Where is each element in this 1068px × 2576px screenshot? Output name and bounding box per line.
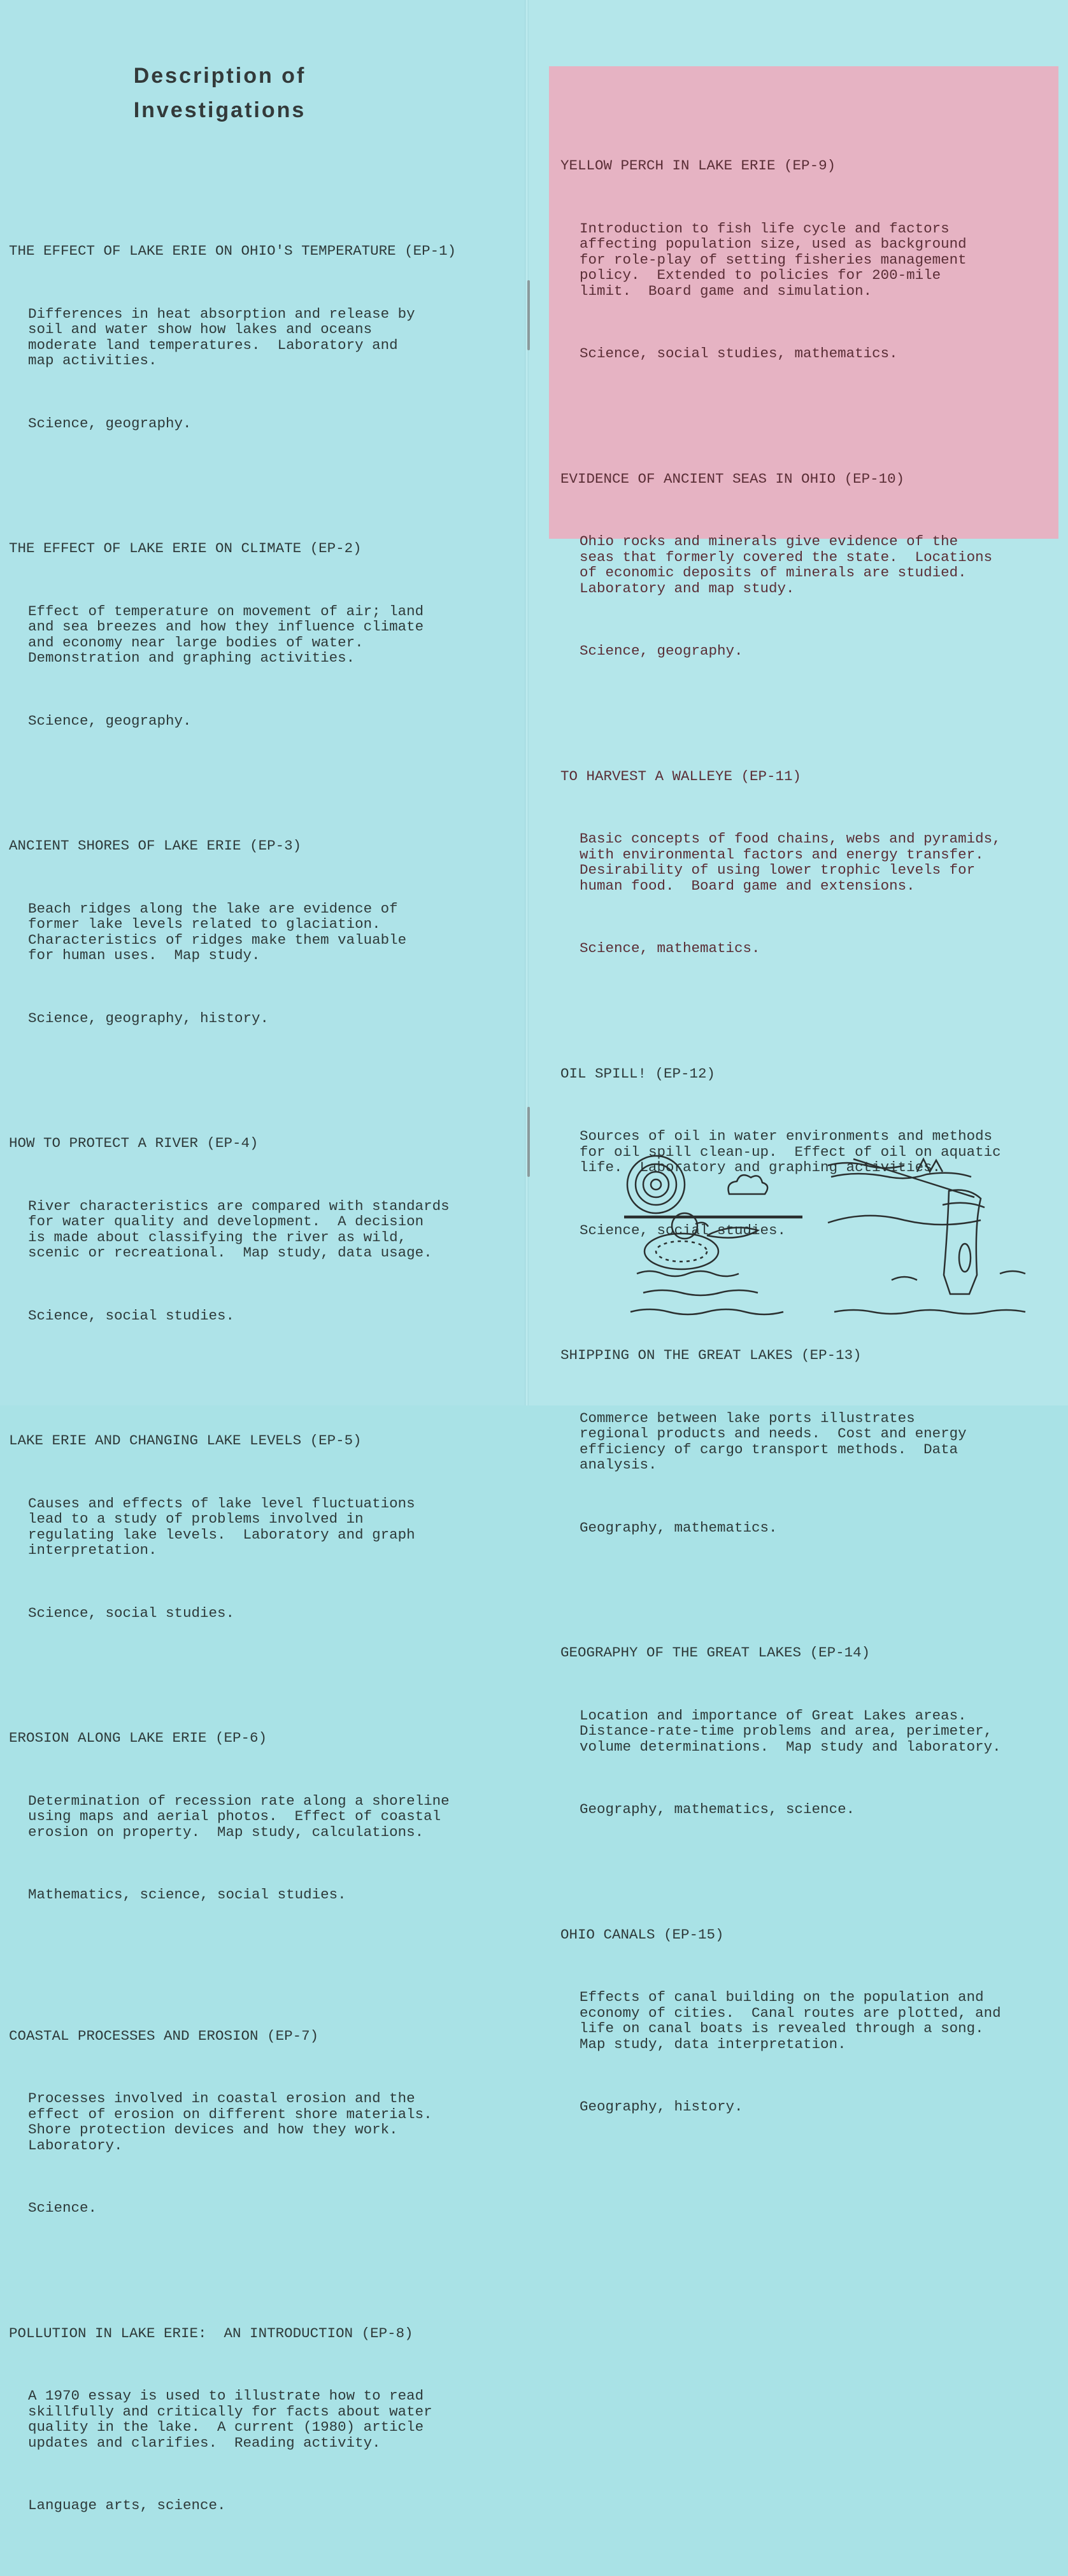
entry-heading: TO HARVEST A WALLEYE (EP-11) xyxy=(560,767,802,785)
entry-heading: LAKE ERIE AND CHANGING LAKE LEVELS (EP-5) xyxy=(9,1432,362,1449)
entry-ep-5 xyxy=(9,1402,456,1668)
entry-description: Sources of oil in water environments and methods for oil spill clean-up. Effect of oil on aquatic life. Laboratory and graphing activities. xyxy=(580,1128,1001,1176)
entry-heading: GEOGRAPHY OF THE GREAT LAKES (EP-14) xyxy=(560,1644,871,1661)
sun-icon xyxy=(627,1156,685,1213)
entry-subjects: Language arts, science. xyxy=(28,2497,226,2514)
entry-heading: YELLOW PERCH IN LAKE ERIE (EP-9) xyxy=(560,157,836,174)
cloud-icon xyxy=(729,1175,768,1194)
entry-heading: EVIDENCE OF ANCIENT SEAS IN OHIO (EP-10) xyxy=(560,470,905,487)
entry-description: A 1970 essay is used to illustrate how to read skillfully and critically for facts about water quality in the lake. A current (1980) article updates and clarifies. Reading activity. xyxy=(28,2387,432,2451)
entry-description: Effects of canal building on the population and economy of cities. Canal routes are plotted, and life on canal boats is revealed through a song. Map study, data interpretation. xyxy=(580,1989,1001,2053)
entry-ep-3 xyxy=(9,807,456,1073)
entry-description: Determination of recession rate along a shoreline using maps and aerial photos. Effect of coastal erosion on property. Map study, calculations. xyxy=(28,1792,450,1840)
entry-description: Commerce between lake ports illustrates regional products and needs. Cost and energy efficiency of cargo transport methods. Data analysis. xyxy=(580,1409,967,1473)
title-line-2: Investigations xyxy=(133,98,306,122)
entry-heading: HOW TO PROTECT A RIVER (EP-4) xyxy=(9,1135,259,1151)
entry-ep-9 xyxy=(560,127,1001,409)
entry-heading: THE EFFECT OF LAKE ERIE ON OHIO'S TEMPERATURE (EP-1) xyxy=(9,243,457,259)
entry-subjects: Science, mathematics. xyxy=(580,940,760,957)
entry-heading: THE EFFECT OF LAKE ERIE ON CLIMATE (EP-2) xyxy=(9,540,362,557)
entry-description: Beach ridges along the lake are evidence of former lake levels related to glaciation. Characteristics of ridges make them valuable for human uses. Map study. xyxy=(28,900,407,964)
entry-description: Processes involved in coastal erosion and the effect of erosion on different shore materials. Shore protection devices and how they work. Laboratory. xyxy=(28,2090,432,2154)
staple-bottom xyxy=(527,1107,530,1177)
entry-ep-14 xyxy=(560,1614,1001,1865)
entry-subjects: Geography, history. xyxy=(580,2098,743,2115)
entry-heading: OHIO CANALS (EP-15) xyxy=(560,1926,724,1943)
entry-ep-15 xyxy=(560,1896,1001,2162)
entry-subjects: Science, social studies. xyxy=(28,1307,235,1324)
page-title xyxy=(102,59,338,127)
winter-figure-drawing xyxy=(828,1159,1025,1314)
entry-description: Effect of temperature on movement of air; land and sea breezes and how they influence climate and economy near large bodies of water. Demonstration and graphing activities. xyxy=(28,602,424,666)
floating-creature-drawing xyxy=(624,1213,802,1314)
entry-subjects: Science. xyxy=(28,2200,97,2216)
entry-subjects: Science, social studies. xyxy=(28,1604,235,1621)
entry-ep-7 xyxy=(9,1997,456,2263)
entry-ep-1 xyxy=(9,212,456,478)
entry-subjects: Geography, mathematics. xyxy=(580,1519,778,1536)
entry-ep-8 xyxy=(9,2295,456,2561)
entry-subjects: Science, social studies. xyxy=(580,1221,787,1239)
staple-top xyxy=(527,280,530,350)
entry-ep-6 xyxy=(9,1699,456,1966)
entry-heading: POLLUTION IN LAKE ERIE: AN INTRODUCTION (EP-8) xyxy=(9,2324,413,2342)
entry-ep-4 xyxy=(9,1104,456,1370)
entry-heading: SHIPPING ON THE GREAT LAKES (EP-13) xyxy=(560,1347,862,1363)
entry-subjects: Science, geography. xyxy=(28,712,192,729)
right-column xyxy=(560,96,1001,2177)
entry-subjects: Science, geography. xyxy=(580,643,743,659)
entry-description: Basic concepts of food chains, webs and pyramids, with environmental factors and energy transfer. Desirability of using lower trophic levels for human food. Board game and extensions. xyxy=(580,830,1001,894)
entry-ep-11 xyxy=(560,737,1001,1004)
entry-description: Causes and effects of lake level fluctuations lead to a study of problems involved in regulating lake levels. Laboratory and graph interpretation. xyxy=(28,1495,415,1558)
entry-subjects: Science, geography, history. xyxy=(28,1009,269,1027)
title-line-1: Description of xyxy=(133,64,306,88)
entry-description: Location and importance of Great Lakes areas. Distance-rate-time problems and area, perimeter, volume determinations. Map study and laboratory. xyxy=(580,1707,1001,1755)
entry-subjects: Science, social studies, mathematics. xyxy=(580,345,898,362)
entry-ep-2 xyxy=(9,509,456,776)
entry-description: Ohio rocks and minerals give evidence of the seas that formerly covered the state. Locations of economic deposits of minerals are studied. Laboratory and map study. xyxy=(580,533,993,597)
left-column xyxy=(9,181,456,2576)
entry-ep-13 xyxy=(560,1316,1001,1583)
booklet-fold xyxy=(525,0,529,1405)
entry-subjects: Mathematics, science, social studies. xyxy=(28,1886,346,1903)
entry-description: River characteristics are compared with standards for water quality and development. A decision is made about classifying the river as wild, scenic or recreational. Map study, data usage. xyxy=(28,1197,450,1261)
entry-description: Introduction to fish life cycle and factors affecting population size, used as background for role-play of setting fisheries management policy. Extended to policies for 200-mile limit. Board game and simulation. xyxy=(580,220,967,299)
entry-description: Differences in heat absorption and release by soil and water show how lakes and oceans moderate land temperatures. Laboratory and map activities. xyxy=(28,305,415,369)
entry-subjects: Science, geography. xyxy=(28,415,192,432)
entry-subjects: Geography, mathematics, science. xyxy=(580,1801,855,1818)
entry-heading: COASTAL PROCESSES AND EROSION (EP-7) xyxy=(9,2027,319,2044)
entry-heading: ANCIENT SHORES OF LAKE ERIE (EP-3) xyxy=(9,837,302,854)
entry-heading: OIL SPILL! (EP-12) xyxy=(560,1065,716,1082)
entry-heading: EROSION ALONG LAKE ERIE (EP-6) xyxy=(9,1730,267,1746)
lake-scene-illustration xyxy=(618,1146,1051,1337)
entry-ep-10 xyxy=(560,440,1001,706)
